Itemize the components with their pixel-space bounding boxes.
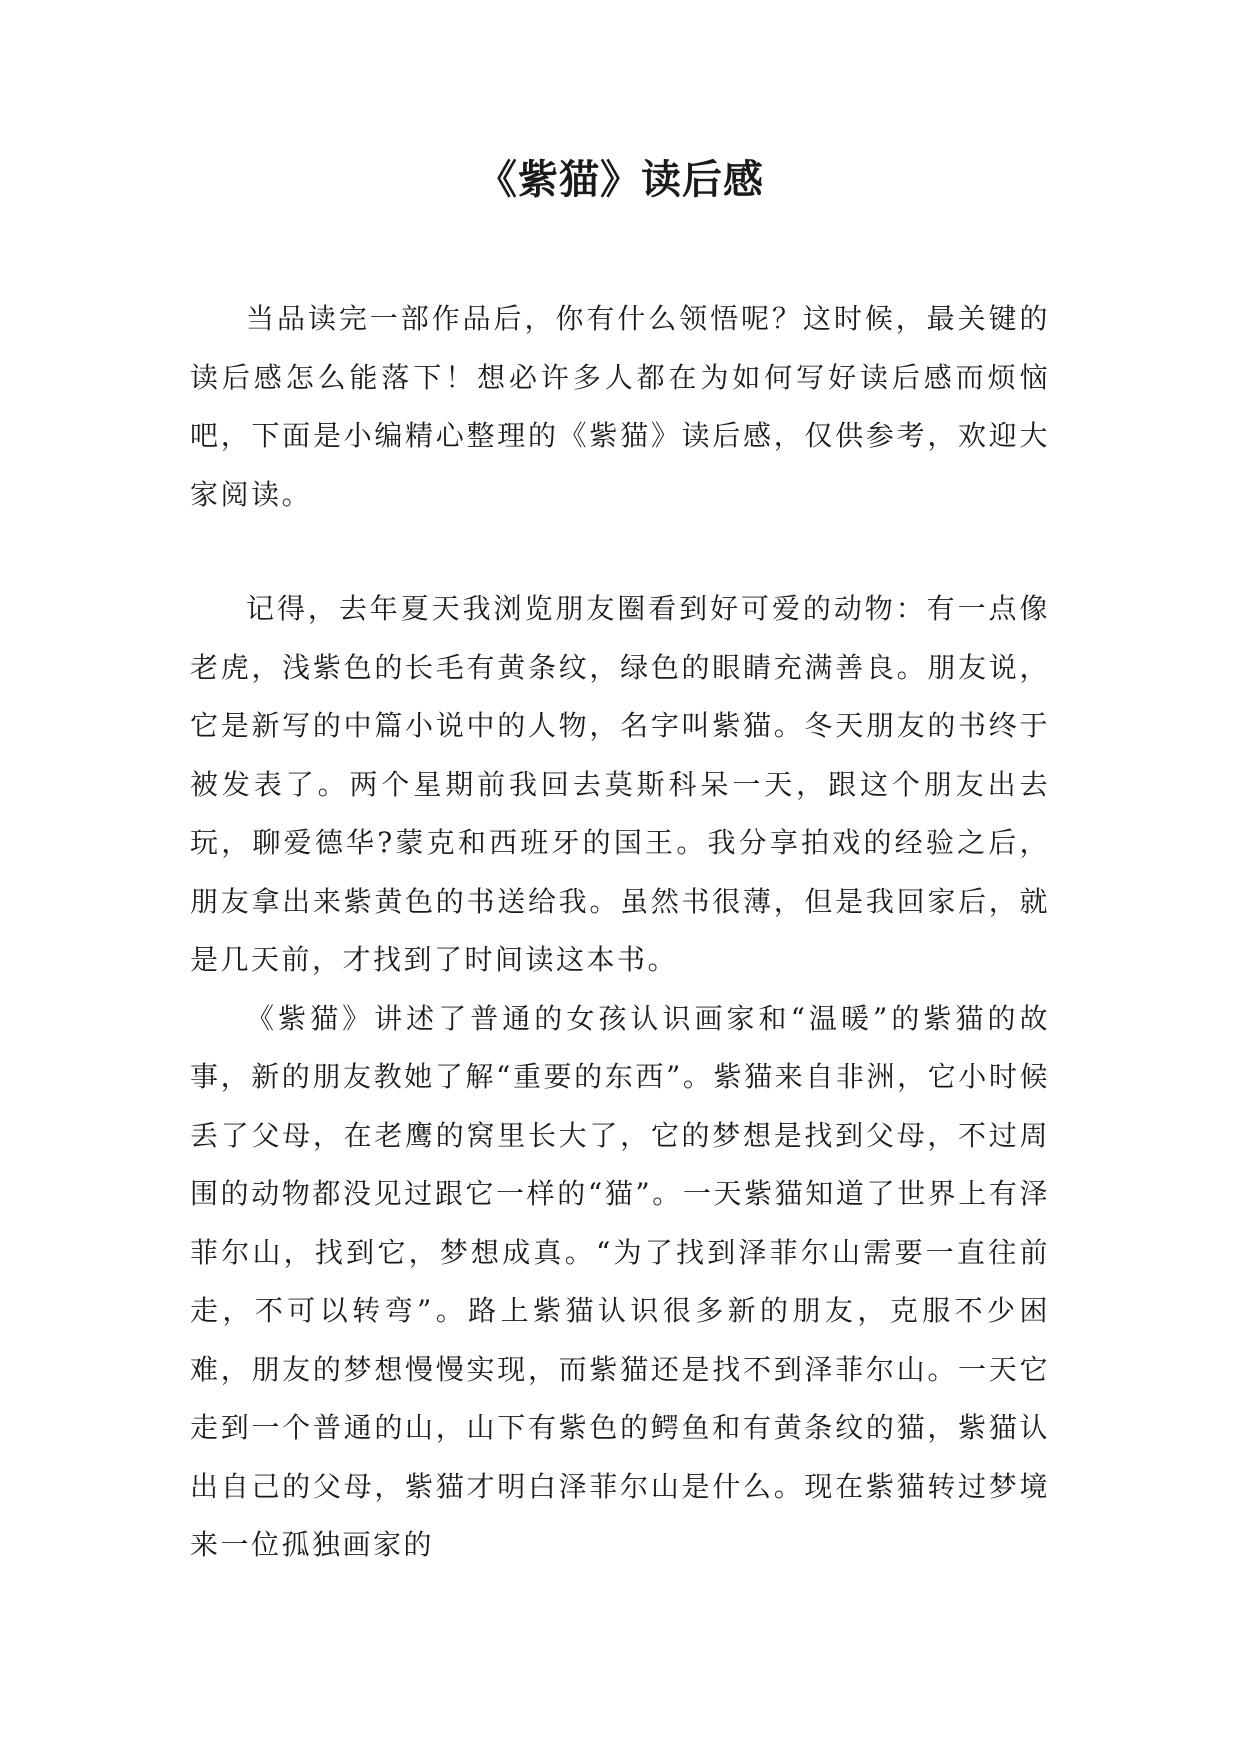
main-section xyxy=(190,580,1050,1575)
intro-section xyxy=(190,290,1050,524)
document-title: 《紫猫》读后感 xyxy=(477,157,764,203)
intro-paragraph: 当品读完一部作品后，你有什么领悟呢？这时候，最关键的读后感怎么能落下！想必许多人都在为如何写好读后感而烦恼吧，下面是小编精心整理的《紫猫》读后感，仅供参考，欢迎大家阅读。 xyxy=(190,302,1050,511)
body-paragraph-2: 《紫猫》讲述了普通的女孩认识画家和“温暖”的紫猫的故事，新的朋友教她了解“重要的东西”。紫猫来自非洲，它小时候丢了父母，在老鹰的窝里长大了，它的梦想是找到父母，不过周围的动物都没见过跟它一样的“猫”。一天紫猫知道了世界上有泽菲尔山，找到它，梦想成真。“为了找到泽菲尔山需要一直往前走，不可以转弯”。路上紫猫认识很多新的朋友，克服不少困难，朋友的梦想慢慢实现，而紫猫还是找不到泽菲尔山。一天它走到一个普通的山，山下有紫色的鳄鱼和有黄条纹的猫，紫猫认出自己的父母，紫猫才明白泽菲尔山是什么。现在紫猫转过梦境来一位孤独画家的 xyxy=(190,1001,1050,1561)
body-paragraph-1: 记得，去年夏天我浏览朋友圈看到好可爱的动物：有一点像老虎，浅紫色的长毛有黄条纹，绿色的眼睛充满善良。朋友说，它是新写的中篇小说中的人物，名字叫紫猫。冬天朋友的书终于被发表了。两个星期前我回去莫斯科呆一天，跟这个朋友出去玩，聊爱德华?蒙克和西班牙的国王。我分享拍戏的经验之后，朋友拿出来紫黄色的书送给我。虽然书很薄，但是我回家后，就是几天前，才找到了时间读这本书。 xyxy=(190,592,1050,976)
